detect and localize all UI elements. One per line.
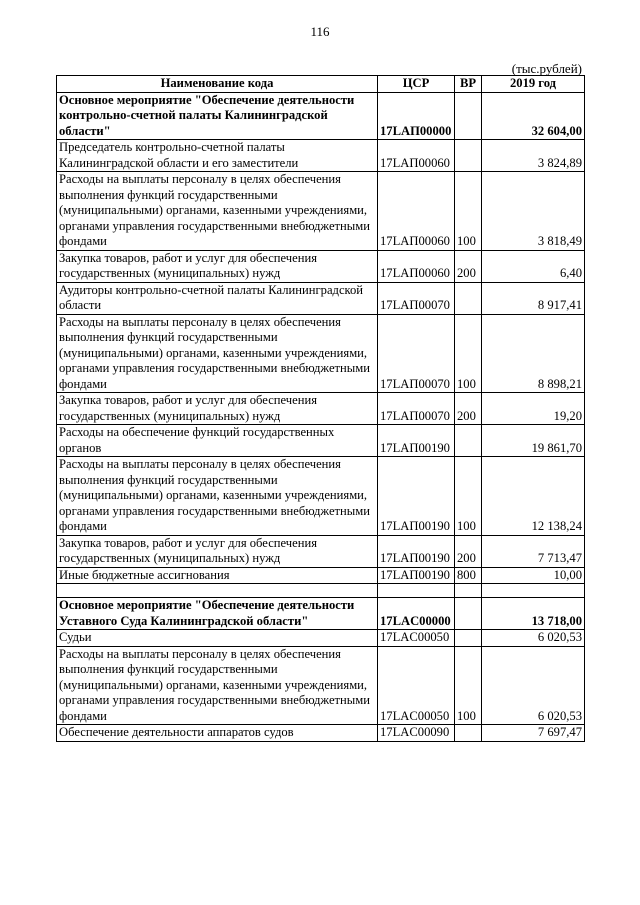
table-row: [57, 567, 585, 584]
csr-cell: 17LAП00190: [378, 457, 455, 536]
csr-cell: 17LAП00060: [378, 140, 455, 172]
csr-cell: 17LAП00060: [378, 172, 455, 251]
amount-cell: 6 020,53: [482, 630, 585, 647]
vr-cell: 100: [455, 314, 482, 393]
amount-cell: 7 697,47: [482, 725, 585, 742]
vr-cell: [455, 282, 482, 314]
csr-cell: 17LAC00050: [378, 646, 455, 725]
name-cell: Закупка товаров, работ и услуг для обеспечения государственных (муниципальных) нужд: [57, 250, 378, 282]
name-cell: Основное мероприятие "Обеспечение деятельности контрольно-счетной палаты Калининградской области": [57, 92, 378, 140]
header-year: 2019 год: [482, 76, 585, 93]
vr-cell: 200: [455, 250, 482, 282]
amount-cell: 32 604,00: [482, 92, 585, 140]
budget-table: [56, 75, 585, 742]
table-row: [57, 725, 585, 742]
amount-cell: 6 020,53: [482, 646, 585, 725]
name-cell: Судьи: [57, 630, 378, 647]
amount-cell: 19 861,70: [482, 425, 585, 457]
csr-cell: 17LAП00190: [378, 567, 455, 584]
csr-cell: 17LAC00050: [378, 630, 455, 647]
name-cell: Основное мероприятие "Обеспечение деятельности Уставного Суда Калининградской области": [57, 598, 378, 630]
csr-cell: 17LAC00000: [378, 598, 455, 630]
amount-cell: 6,40: [482, 250, 585, 282]
name-cell: Расходы на выплаты персоналу в целях обеспечения выполнения функций государственными (муниципальными) органами, казенными учреждениями, органами управления государственными внебюджетными фондами: [57, 172, 378, 251]
amount-cell: 8 898,21: [482, 314, 585, 393]
table-row: [57, 393, 585, 425]
table-row: [57, 314, 585, 393]
name-cell: Расходы на обеспечение функций государственных органов: [57, 425, 378, 457]
spacer-cell: [482, 584, 585, 598]
vr-cell: [455, 92, 482, 140]
name-cell: Расходы на выплаты персоналу в целях обеспечения выполнения функций государственными (муниципальными) органами, казенными учреждениями, органами управления государственными внебюджетными фондами: [57, 457, 378, 536]
vr-cell: [455, 598, 482, 630]
header-csr: ЦСР: [378, 76, 455, 93]
table-row: [57, 172, 585, 251]
amount-cell: 8 917,41: [482, 282, 585, 314]
csr-cell: 17LAП00060: [378, 250, 455, 282]
table-row: [57, 535, 585, 567]
page-number: 116: [310, 24, 330, 39]
name-cell: Иные бюджетные ассигнования: [57, 567, 378, 584]
name-cell: Закупка товаров, работ и услуг для обеспечения государственных (муниципальных) нужд: [57, 535, 378, 567]
table-row: [57, 92, 585, 140]
spacer-cell: [57, 584, 378, 598]
vr-cell: [455, 725, 482, 742]
table-row: [57, 630, 585, 647]
csr-cell: 17LAC00090: [378, 725, 455, 742]
amount-cell: 13 718,00: [482, 598, 585, 630]
csr-cell: 17LAП00070: [378, 393, 455, 425]
table-row: [57, 457, 585, 536]
header-vr: ВР: [455, 76, 482, 93]
spacer-cell: [455, 584, 482, 598]
vr-cell: 100: [455, 646, 482, 725]
csr-cell: 17LAП00000: [378, 92, 455, 140]
unit-label: (тыс.рублей): [511, 61, 582, 76]
header-row: [57, 76, 585, 93]
csr-cell: 17LAП00070: [378, 282, 455, 314]
amount-cell: 3 824,89: [482, 140, 585, 172]
vr-cell: 200: [455, 393, 482, 425]
table-row: [57, 425, 585, 457]
amount-cell: 10,00: [482, 567, 585, 584]
amount-cell: 12 138,24: [482, 457, 585, 536]
vr-cell: [455, 630, 482, 647]
name-cell: Расходы на выплаты персоналу в целях обеспечения выполнения функций государственными (муниципальными) органами, казенными учреждениями, органами управления государственными внебюджетными фондами: [57, 646, 378, 725]
table-row: [57, 598, 585, 630]
table-row: [57, 646, 585, 725]
table-row: [57, 282, 585, 314]
name-cell: Аудиторы контрольно-счетной палаты Калининградской области: [57, 282, 378, 314]
csr-cell: 17LAП00190: [378, 535, 455, 567]
table-body: [57, 92, 585, 741]
name-cell: Обеспечение деятельности аппаратов судов: [57, 725, 378, 742]
table-row: [57, 140, 585, 172]
vr-cell: 200: [455, 535, 482, 567]
vr-cell: 800: [455, 567, 482, 584]
vr-cell: 100: [455, 172, 482, 251]
spacer-cell: [378, 584, 455, 598]
name-cell: Расходы на выплаты персоналу в целях обеспечения выполнения функций государственными (муниципальными) органами, казенными учреждениями, органами управления государственными внебюджетными фондами: [57, 314, 378, 393]
amount-cell: 19,20: [482, 393, 585, 425]
vr-cell: 100: [455, 457, 482, 536]
spacer-row: [57, 584, 585, 598]
amount-cell: 3 818,49: [482, 172, 585, 251]
header-name: Наименование кода: [57, 76, 378, 93]
csr-cell: 17LAП00070: [378, 314, 455, 393]
table-row: [57, 250, 585, 282]
amount-cell: 7 713,47: [482, 535, 585, 567]
name-cell: Председатель контрольно-счетной палаты Калининградской области и его заместители: [57, 140, 378, 172]
vr-cell: [455, 140, 482, 172]
csr-cell: 17LAП00190: [378, 425, 455, 457]
name-cell: Закупка товаров, работ и услуг для обеспечения государственных (муниципальных) нужд: [57, 393, 378, 425]
vr-cell: [455, 425, 482, 457]
